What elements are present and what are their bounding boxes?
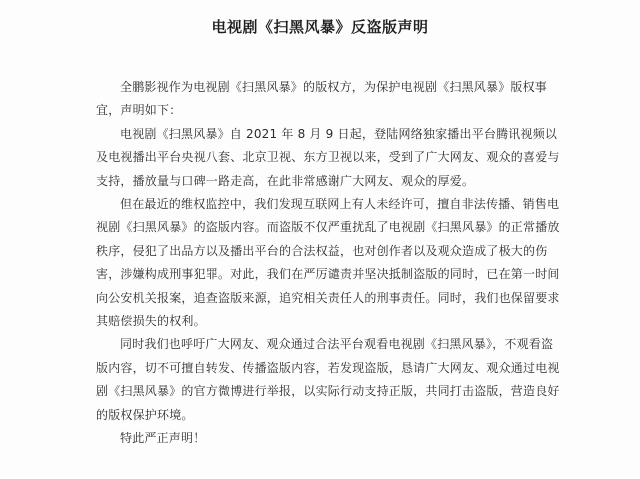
closing-statement: 特此严正声明！ (120, 431, 206, 446)
paragraph-piracy: 但在最近的维权监控中，我们发现互联网上有人未经许可，擅自非法传播、销售电视剧《扫黑风暴》的盗版内容。而盗版不仅严重扰乱了电视剧《扫黑风暴》的正常播放秩序，侵犯了出品方以及播出平台的合法权益，也对创作者以及观众造成了极大的伤害，涉嫌构成刑事犯罪。对此，我们在严厉谴责并坚决抵制盗版的同时，已在第一时间向公安机关报案，追查盗版来源，追究相关责任人的刑事责任。同时，我们也保留要求其赔偿损失的权利。 (96, 197, 560, 329)
document-title: 电视剧《扫黑风暴》反盗版声明 (211, 18, 429, 36)
paragraph-broadcast: 电视剧《扫黑风暴》自 2021 年 8 月 9 日起，登陆网络独家播出平台腾讯视频以及电视播出平台央视八套、北京卫视、东方卫视以来，受到了广大网友、观众的喜爱与支持，播放量与口碑一路走高，在此非常感谢广大网友、观众的厚爱。 (96, 126, 560, 188)
paragraph-intro: 全鹏影视作为电视剧《扫黑风暴》的版权方，为保护电视剧《扫黑风暴》版权事宜，声明如下： (96, 80, 548, 118)
paragraph-appeal: 同时我们也呼吁广大网友、观众通过合法平台观看电视剧《扫黑风暴》，不观看盗版内容，切不可擅自转发、传播盗版内容，若发现盗版，恳请广大网友、观众通过电视剧《扫黑风暴》的官方微博进行举报，以实际行动支持正版，共同打击盗版，营造良好的版权保护环境。 (96, 337, 560, 422)
document-body (96, 76, 564, 451)
